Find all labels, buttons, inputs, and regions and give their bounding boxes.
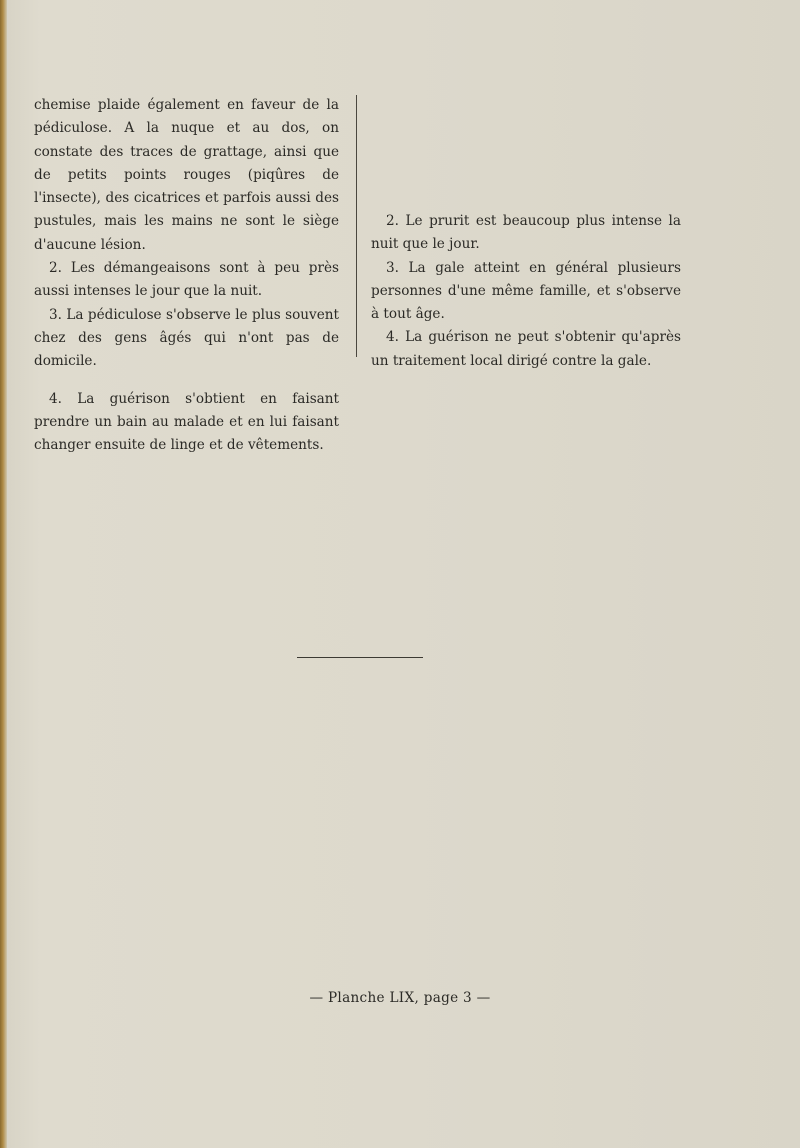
right-paragraph-2: 3. La gale atteint en général plusieurs personnes d'une même famille, et s'observe à tout âge. bbox=[371, 259, 681, 323]
right-column bbox=[371, 210, 681, 373]
page-footer: — Planche LIX, page 3 — bbox=[309, 990, 491, 1006]
section-end-rule bbox=[297, 657, 423, 658]
right-paragraph-3: 4. La guérison ne peut s'obtenir qu'après un traitement local dirigé contre la gale. bbox=[371, 329, 681, 369]
left-column bbox=[34, 94, 339, 457]
right-paragraph-1: 2. Le prurit est beaucoup plus intense la nuit que le jour. bbox=[371, 213, 681, 253]
book-spine-edge bbox=[0, 0, 7, 1148]
left-paragraph-3: 3. La pédiculose s'observe le plus souvent chez des gens âgés qui n'ont pas de domicile. bbox=[34, 306, 339, 370]
column-divider bbox=[356, 95, 357, 357]
left-paragraph-1: chemise plaide également en faveur de la pédiculose. A la nuque et au dos, on constate des traces de grattage, ainsi que de petits points rouges (piqûres de l'insecte), des cicatrices et parfois aussi des pustules, mais les mains ne sont le siège d'aucune lésion. bbox=[34, 97, 339, 253]
left-paragraph-4: 4. La guérison s'obtient en faisant prendre un bain au malade et en lui faisant changer ensuite de linge et de vêtements. bbox=[34, 390, 339, 454]
left-paragraph-2: 2. Les démangeaisons sont à peu près aussi intenses le jour que la nuit. bbox=[34, 260, 339, 300]
